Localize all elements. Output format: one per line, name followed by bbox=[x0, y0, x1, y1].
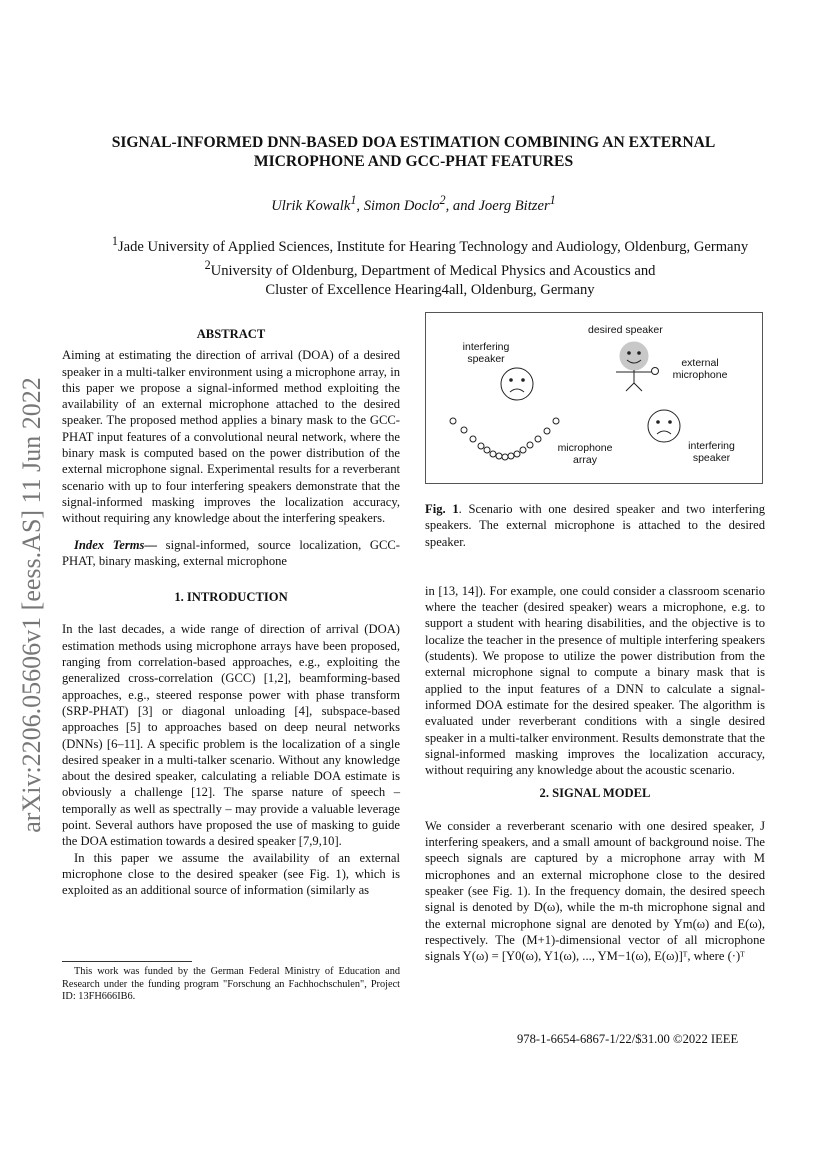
interfering-speaker-icon bbox=[501, 368, 533, 400]
external-microphone-icon bbox=[652, 368, 659, 375]
paper-title: SIGNAL-INFORMED DNN-BASED DOA ESTIMATION COMBINING AN EXTERNAL MICROPHONE AND GCC-PHAT FEATURES bbox=[111, 134, 716, 170]
footnote: This work was funded by the German Federal Ministry of Education and Research under the funding program "Forschung an Fachhochschulen", Project ID: 13FH666IB6. bbox=[62, 966, 400, 1002]
intro-heading: 1. INTRODUCTION bbox=[174, 590, 288, 605]
right-column bbox=[425, 501, 765, 964]
index-terms: Index Terms— signal-informed, source localization, GCC-PHAT, binary masking, external microphone bbox=[62, 537, 401, 568]
label-interfering-speaker: interfering speaker bbox=[462, 341, 510, 365]
footnote-rule bbox=[62, 961, 192, 962]
figure-caption: Fig. 1. Scenario with one desired speaker and two interfering speakers. The external microphone is attached to the desired speaker. bbox=[425, 502, 766, 549]
arxiv-stamp: arXiv:2206.05606v1 [eess.AS] 11 Jun 2022 bbox=[17, 377, 46, 833]
abstract-text: Aiming at estimating the direction of arrival (DOA) of a desired speaker in a multi-talker environment using a microphone array, in this paper we propose a signal-informed method exploiting the availability of an external microphone attached to the desired speaker. The proposed method applies a binary mask to the GCC-PHAT input features of a convolutional neural network, where the binary mask is computed based on the power distribution of the external microphone signal. Experimental results for a reverberant scenario with up to four interfering speakers demonstrate that the signal-informed masking improves the localization accuracy, without requiring any knowledge about the interfering speakers. bbox=[62, 348, 400, 526]
microphone-array-icon bbox=[450, 418, 559, 460]
intro-paragraph-2: In this paper we assume the availability of an external microphone close to the desired speaker (see Fig. 1), which is exploited as an additional source of information (similarly as bbox=[62, 850, 400, 898]
signal-model-heading: 2. SIGNAL MODEL bbox=[539, 786, 651, 801]
label-external-microphone: external microphone bbox=[672, 357, 728, 381]
label-desired-speaker: desired speaker bbox=[588, 324, 663, 336]
intro-paragraph-2-continued: in [13, 14]). For example, one could consider a classroom scenario where the teacher (desired speaker) wears a microphone, e.g. to support a student with hearing disabilities, and the objective is to localize the teacher in the presence of multiple interfering speakers (students). We propose to utilize the power distribution from the external microphone signal to compute a binary mask that is applied to the input features of a DNN to calculate a signal-informed DOA estimate for the desired speaker. The algorithm is evaluated under reverberant conditions with a single desired speaker in a multi-talker environment. Results demonstrate that the signal-informed masking improves the localization accuracy, without requiring any knowledge about the acoustic scenario. bbox=[425, 583, 765, 778]
abstract-heading: ABSTRACT bbox=[196, 327, 266, 341]
intro-paragraph-1: In the last decades, a wide range of direction of arrival (DOA) estimation methods using microphone arrays have been proposed, ranging from correlation-based approaches, e.g., exploiting the generalized cross-correlation (GCC) [1,2], beamforming-based approaches, e.g., steered response power with phase transform (SRP-PHAT) [3] or diagonal unloading [4], subspace-based approaches [5] to approaches based on deep neural networks (DNNs) [6–11]. A specific problem is the localization of a single desired speaker in a multi-talker scenario. Without any knowledge about the desired speaker, calculating a reliable DOA estimate is obviously a challenge [12]. The sparse nature of speech – temporally as well as spectrally – may provide a valuable leverage point. Several authors have proposed the use of masking to guide the DOA estimation towards a desired speaker [7,9,10]. bbox=[62, 622, 400, 849]
isbn-copyright: 978-1-6654-6867-1/22/$31.00 ©2022 IEEE bbox=[517, 1032, 739, 1046]
label-microphone-array: microphone array bbox=[557, 442, 613, 466]
interfering-speaker-icon bbox=[648, 410, 680, 442]
label-interfering-speaker: interfering speaker bbox=[688, 440, 735, 464]
affiliations: $^1$Jade University of Applied Sciences, Institute for Hearing Technology and Audiology, Oldenburg, Germany $^2$University of Oldenburg, Department of Medical Physics and Acoustics and Cluster of Excellence Hearing4all, Oldenburg, Germany bbox=[111, 234, 749, 298]
figure-1 bbox=[425, 312, 763, 484]
signal-model-text: We consider a reverberant scenario with one desired speaker, J interfering speakers, and a small amount of background noise. The speech signals are captured by a microphone array with M microphones and an external microphone close to the desired speaker (see Fig. 1). In the frequency domain, the desired speech signal is denoted by D(ω), while the m-th microphone signal and the external microphone signal are denoted by Ym(ω) and E(ω), respectively. The (M+1)-dimensional vector of all microphone signals Y(ω) = [Y0(ω), Y1(ω), ..., YM−1(ω), E(ω)]ᵀ, where (·)ᵀ bbox=[425, 818, 765, 964]
desired-speaker-icon bbox=[616, 342, 652, 391]
abstract-section bbox=[62, 326, 400, 899]
authors: Ulrik Kowalk$^1$, Simon Doclo$^2$, and Joerg Bitzer$^1$ bbox=[271, 193, 556, 214]
